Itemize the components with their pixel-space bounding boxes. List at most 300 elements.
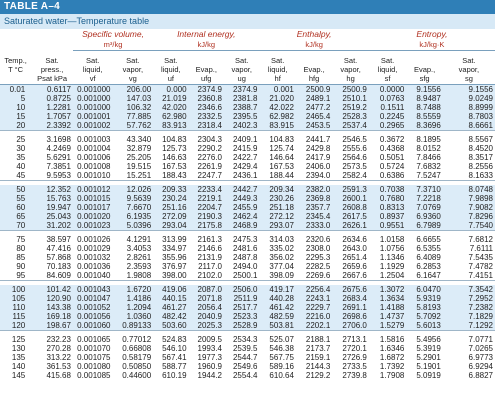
table-cell: 546.10: [162, 343, 187, 353]
table-cell: 35: [16, 152, 26, 162]
table-cell: 9.1556: [468, 84, 493, 94]
table-cell: 8.0152: [416, 143, 441, 153]
table-cell: 2698.6: [342, 311, 367, 321]
table-cell: 84.609: [46, 270, 71, 280]
table-cell: 2204.7: [197, 202, 222, 212]
saturated-water-table: [0, 29, 495, 380]
column-header-4-a: Sat.: [164, 56, 178, 65]
table-cell: 2087.0: [197, 284, 222, 294]
column-header-1-a: Sat.: [45, 56, 59, 65]
column-header-2-c: vf: [73, 74, 113, 84]
table-cell: 293.07: [269, 220, 294, 230]
table-cell: 2683.4: [342, 293, 367, 303]
table-cell: 272.12: [269, 211, 294, 221]
table-cell: 8.1633: [468, 170, 493, 180]
column-header-7-a: Sat.: [270, 56, 285, 65]
table-row: [0, 162, 495, 171]
table-cell: 6.6655: [416, 234, 441, 244]
table-cell: 3.4053: [126, 243, 152, 253]
table-cell: 0.001023: [77, 220, 111, 230]
table-cell: 546.38: [269, 343, 294, 353]
table-cell: 2333.0: [305, 220, 331, 230]
table-cell: 230.26: [269, 193, 294, 203]
table-cell: 57.868: [46, 252, 71, 262]
table-cell: 8.3696: [416, 120, 441, 130]
table-cell: 2554.4: [232, 370, 258, 380]
table-cell: 2608.8: [342, 202, 367, 212]
table-cell: 2382.0: [305, 184, 331, 194]
table-row: [0, 262, 495, 271]
table-cell: 2500.1: [232, 270, 258, 280]
table-cell: 313.22: [46, 352, 71, 362]
table-cell: 377.04: [269, 261, 294, 271]
table-cell: 19.515: [126, 161, 152, 171]
table-cell: 2546.5: [342, 134, 367, 144]
table-cell: 6.0470: [416, 284, 441, 294]
column-header-7-b: liquid,: [267, 65, 288, 74]
table-cell: 10: [16, 102, 26, 112]
table-cell: 7.0771: [468, 334, 493, 344]
table-cell: 0.001065: [77, 334, 111, 344]
table-cell: 75: [16, 234, 26, 244]
table-cell: 356.02: [269, 252, 294, 262]
table-cell: 2626.1: [342, 220, 367, 230]
table-cell: 8.0748: [468, 184, 493, 194]
table-cell: 2117.0: [198, 261, 222, 271]
table-cell: 0.001010: [77, 170, 111, 180]
table-cell: 2202.1: [305, 320, 331, 330]
table-cell: 610.64: [269, 370, 294, 380]
table-cell: 0.001047: [77, 293, 111, 303]
table-cell: 7.1829: [468, 311, 493, 321]
table-cell: 0.001000: [77, 93, 111, 103]
table-cell: 2374.9: [232, 84, 258, 94]
table-cell: 2455.9: [232, 202, 258, 212]
table-cell: 0.001: [273, 84, 294, 94]
table-cell: 2549.6: [232, 361, 258, 371]
table-cell: 3.1698: [46, 134, 71, 144]
table-row: [0, 335, 495, 344]
table-cell: 2659.6: [342, 261, 367, 271]
table-cell: 6.9773: [468, 352, 493, 362]
column-header-4-b: liquid,: [161, 65, 181, 74]
table-row: [0, 112, 495, 121]
table-row: [0, 312, 495, 321]
table-cell: 355.96: [162, 252, 187, 262]
table-cell: 0.1511: [380, 102, 405, 112]
table-cell: 2295.3: [305, 252, 331, 262]
column-header-8-b: Evap.,: [303, 65, 325, 74]
table-cell: 0.001020: [77, 211, 111, 221]
table-cell: 6.1647: [416, 270, 441, 280]
column-header-4-c: uf: [153, 74, 188, 84]
table-cell: 2617.5: [342, 211, 367, 221]
table-cell: 2477.2: [305, 102, 331, 112]
table-cell: 2511.9: [233, 293, 258, 303]
table-cell: 209.33: [162, 184, 187, 194]
table-cell: 110: [12, 302, 26, 312]
table-cell: 0.5051: [379, 152, 405, 162]
table-cell: 230.24: [162, 193, 187, 203]
table-cell: 188.43: [162, 170, 187, 180]
table-cell: 7.6812: [468, 234, 493, 244]
table-cell: 2720.1: [342, 343, 367, 353]
table-cell: 398.09: [269, 270, 294, 280]
table-cell: 0.001040: [77, 270, 111, 280]
table-subtitle: Saturated water—Temperature table: [0, 14, 495, 29]
table-cell: 1944.2: [197, 370, 222, 380]
table-cell: 7.5435: [468, 252, 493, 262]
table-cell: 0.8725: [46, 93, 71, 103]
table-cell: 251.18: [269, 202, 294, 212]
table-cell: 588.77: [162, 361, 187, 371]
table-cell: 0.001001: [77, 111, 111, 121]
table-cell: 120: [11, 320, 26, 330]
table-cell: 335.02: [269, 243, 294, 253]
table-cell: 7.3851: [46, 161, 71, 171]
column-header-10-c: sf: [369, 74, 407, 84]
table-cell: 7.4782: [468, 261, 493, 271]
table-cell: 0.3672: [379, 134, 405, 144]
column-header-2-b: liquid,: [82, 65, 103, 74]
table-cell: 32.879: [126, 143, 152, 153]
table-cell: 334.97: [162, 243, 187, 253]
table-cell: 1993.4: [197, 343, 222, 353]
column-header-11-a: [406, 56, 442, 65]
group-enthalpy-unit: kJ/kg: [259, 40, 368, 50]
table-cell: 2528.9: [232, 320, 258, 330]
table-cell: 0.001004: [77, 143, 111, 153]
table-cell: 0.001015: [77, 193, 111, 203]
table-cell: 2009.5: [197, 334, 222, 344]
table-cell: 0.001070: [77, 343, 111, 353]
table-cell: 70: [16, 220, 26, 230]
table-row: [0, 171, 495, 181]
table-cell: 7.6670: [126, 202, 152, 212]
table-cell: 5.6291: [46, 152, 71, 162]
table-cell: 567.41: [162, 352, 187, 362]
table-cell: 206.00: [126, 84, 152, 94]
table-cell: 2233.4: [197, 184, 222, 194]
table-cell: 70.183: [46, 261, 71, 271]
table-cell: 2537.4: [342, 120, 367, 130]
table-cell: 50: [16, 184, 26, 194]
table-cell: 2500.9: [342, 84, 367, 94]
table-cell: 6.1935: [126, 211, 152, 221]
table-cell: 7.3710: [416, 184, 441, 194]
table-cell: 415.68: [46, 370, 71, 380]
table-cell: 1977.3: [197, 352, 222, 362]
table-cell: 2489.1: [305, 93, 331, 103]
table-cell: 2519.2: [342, 102, 367, 112]
table-cell: 2219.1: [197, 193, 222, 203]
column-header-0-c: [0, 74, 31, 84]
table-cell: 1.0360: [126, 311, 152, 321]
table-cell: 0.50850: [122, 361, 152, 371]
table-cell: 7.2218: [416, 193, 441, 203]
table-cell: 1.5279: [379, 320, 405, 330]
table-cell: 0.001060: [77, 320, 111, 330]
table-cell: 5.9319: [416, 293, 441, 303]
table-cell: 482.42: [162, 311, 187, 321]
table-cell: 2691.1: [342, 302, 367, 312]
table-row: [0, 144, 495, 153]
column-header-2-a: Sat.: [86, 56, 100, 65]
table-cell: 2634.6: [342, 234, 367, 244]
table-row: [0, 353, 495, 362]
table-cell: 2388.7: [232, 102, 258, 112]
table-cell: 1.7392: [379, 361, 405, 371]
table-cell: 2417.9: [305, 152, 331, 162]
group-internal-energy-unit: kJ/kg: [153, 40, 259, 50]
table-cell: 2318.4: [197, 120, 222, 130]
table-cell: 2582.4: [342, 170, 367, 180]
table-cell: 482.59: [269, 311, 294, 321]
table-cell: 83.913: [162, 120, 187, 130]
table-cell: 7.8296: [468, 211, 493, 221]
table-row: [0, 235, 495, 244]
table-cell: 104.83: [269, 134, 294, 144]
table-cell: 2706.0: [342, 320, 367, 330]
table-row: [0, 185, 495, 194]
table-cell: 589.16: [269, 361, 294, 371]
table-cell: 6.7989: [416, 220, 441, 230]
table-cell: 146.64: [269, 152, 294, 162]
table-cell: 1.2094: [126, 302, 152, 312]
table-cell: 8.2556: [468, 161, 493, 171]
column-header-1-c: Psat kPa: [31, 74, 73, 84]
table-cell: 2357.7: [305, 202, 331, 212]
table-cell: 2320.6: [305, 234, 331, 244]
table-cell: 2025.3: [197, 320, 222, 330]
table-cell: 0.001006: [77, 152, 111, 162]
table-cell: 5.7092: [416, 311, 441, 321]
table-cell: 2487.8: [232, 252, 258, 262]
table-cell: 9.1556: [416, 84, 441, 94]
table-row: [0, 121, 495, 131]
table-cell: 12.352: [46, 184, 71, 194]
table-cell: 1.2504: [379, 270, 405, 280]
table-cell: 25.043: [46, 211, 71, 221]
table-cell: 461.27: [162, 302, 187, 312]
table-cell: 0.89133: [122, 320, 152, 330]
table-row: [0, 84, 495, 94]
table-cell: 1.3072: [379, 284, 405, 294]
table-cell: 0.8313: [379, 202, 405, 212]
table-row: [0, 371, 495, 380]
table-cell: 2733.5: [342, 361, 367, 371]
table-cell: 167.53: [269, 161, 294, 171]
table-cell: 135: [11, 352, 26, 362]
table-cell: 15.251: [126, 170, 152, 180]
table-cell: 0.0763: [379, 93, 405, 103]
table-cell: 2429.8: [305, 143, 331, 153]
table-cell: 1.0158: [379, 234, 405, 244]
table-cell: 7.0769: [416, 202, 441, 212]
table-cell: 2415.9: [232, 143, 258, 153]
table-cell: 2441.7: [305, 134, 331, 144]
table-cell: 2144.3: [305, 361, 331, 371]
column-header-1-b: press.,: [40, 65, 64, 74]
table-cell: 2422.7: [232, 152, 258, 162]
table-cell: 0.01: [9, 84, 26, 94]
table-cell: 0.001036: [77, 261, 111, 271]
table-cell: 0.5724: [379, 161, 405, 171]
table-row: [0, 253, 495, 262]
column-header-12-c: sg: [443, 74, 495, 84]
table-cell: 2360.8: [197, 93, 222, 103]
table-cell: 9.5953: [46, 170, 71, 180]
table-cell: 232.23: [46, 334, 71, 344]
table-cell: 2402.3: [232, 120, 258, 130]
table-cell: 2175.8: [197, 220, 222, 230]
table-cell: 2494.0: [232, 261, 258, 271]
table-cell: 125: [11, 334, 26, 344]
column-header-6-b: vapor,: [231, 65, 252, 74]
table-cell: 100: [11, 284, 26, 294]
table-cell: 1.1929: [379, 261, 405, 271]
table-cell: 0.7038: [379, 184, 405, 194]
group-entropy: Entropy,: [416, 29, 448, 39]
table-cell: 6.5355: [416, 243, 441, 253]
table-row: [0, 221, 495, 231]
table-cell: 610.19: [162, 370, 187, 380]
table-cell: 7.6111: [469, 243, 493, 253]
table-cell: 198.67: [46, 320, 71, 330]
table-cell: 2159.1: [305, 352, 331, 362]
table-cell: 0.001017: [77, 202, 111, 212]
table-cell: 0.4368: [379, 143, 405, 153]
table-cell: 7.8466: [416, 152, 441, 162]
table-cell: 440.28: [269, 293, 294, 303]
group-specific-volume-unit: m³/kg: [73, 40, 153, 50]
table-cell: 120.90: [46, 293, 71, 303]
table-cell: 0.2965: [379, 120, 405, 130]
table-cell: 2.3593: [126, 261, 152, 271]
table-cell: 2506.0: [232, 284, 258, 294]
table-cell: 15: [16, 111, 26, 121]
table-cell: 1.5816: [379, 334, 405, 344]
table-cell: 7.2382: [468, 302, 493, 312]
table-cell: 7.2952: [468, 293, 493, 303]
table-cell: 2308.0: [305, 243, 331, 253]
table-row: [0, 362, 495, 371]
table-cell: 503.81: [269, 320, 294, 330]
table-cell: 95: [16, 270, 26, 280]
table-cell: 2345.4: [305, 211, 331, 221]
table-cell: 106.32: [126, 102, 152, 112]
table-cell: 1.7908: [379, 370, 405, 380]
table-cell: 2102.0: [197, 270, 222, 280]
table-cell: 7.5247: [416, 170, 441, 180]
table-cell: 2040.9: [197, 311, 222, 321]
table-cell: 85: [16, 252, 26, 262]
group-internal-energy: Internal energy,: [177, 29, 236, 39]
table-cell: 0.001075: [77, 352, 111, 362]
table-cell: 5.2901: [416, 352, 441, 362]
table-row: [0, 244, 495, 253]
table-cell: 209.34: [269, 184, 294, 194]
table-cell: 2465.4: [305, 111, 331, 121]
table-cell: 0.6117: [47, 84, 71, 94]
table-cell: 1.7057: [46, 111, 71, 121]
table-cell: 2374.9: [197, 84, 222, 94]
table-cell: 2555.6: [342, 143, 367, 153]
table-cell: 8.7803: [468, 111, 493, 121]
table-cell: 80: [16, 243, 26, 253]
table-cell: 2449.3: [232, 193, 258, 203]
table-cell: 2517.7: [232, 302, 258, 312]
table-cell: 9.0249: [468, 93, 493, 103]
column-header-11-b: Evap.,: [413, 65, 436, 74]
column-header-10-b: liquid,: [377, 65, 398, 74]
table-cell: 7.3542: [468, 284, 493, 294]
table-cell: 90: [16, 261, 26, 271]
table-cell: 2.8261: [126, 252, 152, 262]
table-cell: 7.1292: [468, 320, 493, 330]
table-cell: 2528.3: [342, 111, 367, 121]
table-cell: 140: [11, 361, 26, 371]
table-cell: 8.9487: [416, 93, 441, 103]
table-cell: 0.7680: [379, 193, 405, 203]
table-cell: 2261.9: [197, 161, 222, 171]
table-cell: 5: [20, 93, 26, 103]
table-cell: 2247.7: [197, 170, 222, 180]
table-cell: 272.09: [162, 211, 187, 221]
table-cell: 62.982: [269, 111, 294, 121]
table-cell: 0.001000: [77, 84, 111, 94]
table-cell: 8.5559: [416, 111, 441, 121]
table-cell: 9.5639: [126, 193, 152, 203]
table-cell: 5.4956: [416, 334, 441, 344]
table-row: [0, 344, 495, 353]
table-cell: 21.019: [162, 93, 187, 103]
table-cell: 2290.2: [197, 143, 222, 153]
table-cell: 7.7540: [468, 220, 493, 230]
table-cell: 43.340: [126, 134, 152, 144]
table-cell: 2544.7: [232, 352, 258, 362]
table-cell: 0.2245: [379, 111, 405, 121]
table-cell: 8.6661: [468, 120, 493, 130]
table-cell: 2.3392: [46, 120, 71, 130]
table-cell: 8.4520: [468, 143, 493, 153]
table-cell: 130: [11, 343, 26, 353]
table-cell: 2056.4: [197, 302, 222, 312]
table-cell: 2564.6: [342, 152, 367, 162]
table-cell: 5.3919: [416, 343, 441, 353]
table-cell: 62.980: [162, 111, 187, 121]
table-cell: 42.022: [269, 102, 294, 112]
table-cell: 45: [16, 170, 26, 180]
table-row: [0, 135, 495, 144]
table-cell: 2453.5: [305, 120, 331, 130]
table-cell: 5.8193: [416, 302, 441, 312]
table-cell: 188.44: [269, 170, 294, 180]
table-cell: 2071.8: [197, 293, 222, 303]
table-row: [0, 271, 495, 281]
table-cell: 0.8937: [379, 211, 405, 221]
table-cell: 2442.7: [232, 184, 258, 194]
table-cell: 2475.3: [232, 234, 258, 244]
table-cell: 2739.8: [342, 370, 367, 380]
table-cell: 101.42: [46, 284, 71, 294]
table-row: [0, 285, 495, 294]
group-entropy-unit: kJ/kg·K: [369, 40, 495, 50]
table-cell: 145: [11, 370, 26, 380]
table-cell: 2406.0: [305, 161, 331, 171]
table-cell: 376.97: [162, 261, 187, 271]
table-cell: 251.16: [162, 202, 187, 212]
